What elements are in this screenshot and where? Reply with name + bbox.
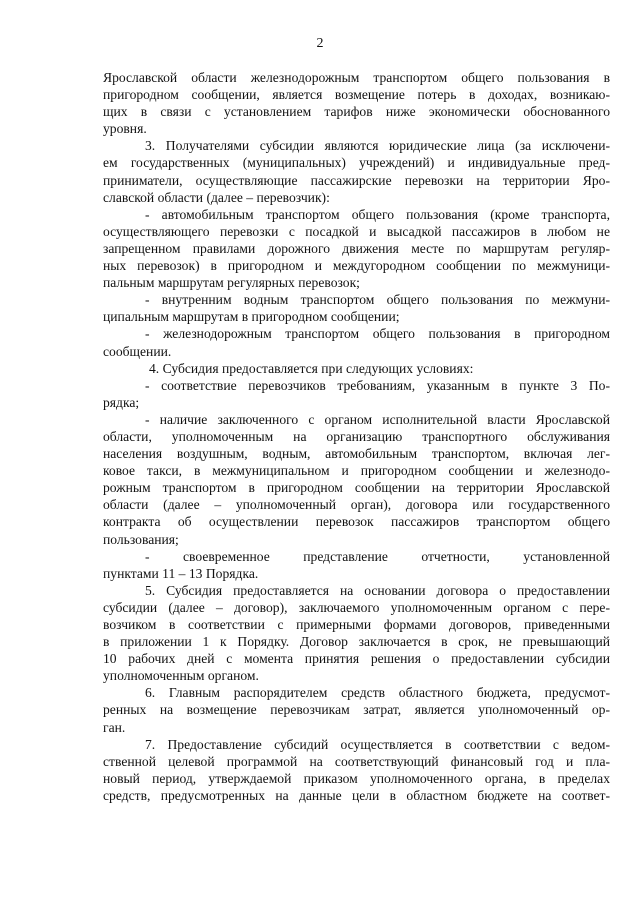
text-line: субсидии (далее – договор), заключаемого уполномоченным органом с пере- [103,599,610,615]
text-line: - наличие заключенного с органом исполнительной власти Ярославской [145,411,610,427]
text-line: ковое такси, в межмуниципальном и пригородном сообщении и железнодо- [103,463,610,479]
text-line: ем государственных (муниципальных) учреждений) и индивидуальные пред- [103,155,610,171]
text-line: - соответствие перевозчиков требованиям, указанным в пункте 3 По- [145,377,610,393]
text-line: - железнодорожным транспортом общего пользования в пригородном [145,326,610,342]
text-line: области (далее – уполномоченный орган), договора или государственного [103,497,610,513]
text-line: средств, предусмотренных на данные цели в областном бюджете на соответ- [103,787,610,803]
text-line: уполномоченным органом. [103,668,259,684]
body-text [103,69,610,804]
text-line: пальным маршрутам регулярных перевозок; [103,275,360,291]
text-line: осуществляющего перевозки с посадкой и высадкой пассажиров в любом не [103,223,610,239]
text-line: - своевременное представление отчетности, установленной [145,548,610,564]
text-line: пользования; [103,531,179,547]
text-line: - автомобильным транспортом общего пользования (кроме транспорта, [145,206,610,222]
text-line: щих в связи с установлением тарифов ниже экономически обоснованного [103,104,610,120]
text-line: ственной целевой программой на соответствующий финансовый год и пла- [103,753,610,769]
text-line: ных перевозок) в пригородном и междугородном сообщении по межмуници- [103,258,610,274]
text-line: - внутренним водным транспортом общего пользования по межмуни- [145,292,610,308]
text-line: новый период, утверждаемой приказом уполномоченного органа, в пределах [103,770,610,786]
text-line: славской области (далее – перевозчик): [103,189,330,205]
text-line: 5. Субсидия предоставляется на основании договора о предоставлении [145,582,610,598]
text-line: 6. Главным распорядителем средств областного бюджета, предусмот- [145,685,610,701]
page-number: 2 [316,36,324,51]
text-line: 4. Субсидия предоставляется при следующих условиях: [149,360,474,376]
text-line: рожным транспортом в пригородном сообщении на территории Ярославской [103,480,610,496]
text-line: контракта об осуществлении перевозок пассажиров транспортом общего [103,514,610,530]
text-line: уровня. [103,121,147,137]
text-line: области, уполномоченным на организацию транспортного обслуживания [103,428,610,444]
text-line: ренных на возмещение перевозчикам затрат, является уполномоченный ор- [103,702,610,718]
text-line: запрещенном правилами дорожного движения месте по маршрутам регуляр- [103,240,610,256]
text-line: Ярославской области железнодорожным транспортом общего пользования в [103,70,610,85]
text-line: 3. Получателями субсидии являются юридические лица (за исключени- [145,138,610,154]
text-line: ципальным маршрутам в пригородном сообщении; [103,309,400,325]
text-line: сообщении. [103,343,172,359]
text-line: в приложении 1 к Порядку. Договор заключается в срок, не превышающий [103,634,610,650]
text-line: ган. [103,719,126,735]
text-line: пунктами 11 – 13 Порядка. [103,565,259,581]
text-line: рядка; [103,394,140,410]
text-line: пригородном сообщении, является возмещение потерь в доходах, возникаю- [103,87,610,103]
text-line: 10 рабочих дней с момента принятия решения о предоставлении субсидии [103,651,610,667]
text-line: возчиком в соответствии с примерными формами договоров, приведенными [103,617,610,632]
text-line: приниматели, осуществляющие пассажирские перевозки на территории Яро- [103,172,610,188]
text-line: населения воздушным, водным, автомобильным транспортом, включая лег- [103,446,610,462]
text-line: 7. Предоставление субсидий осуществляется в соответствии с ведом- [145,736,610,752]
